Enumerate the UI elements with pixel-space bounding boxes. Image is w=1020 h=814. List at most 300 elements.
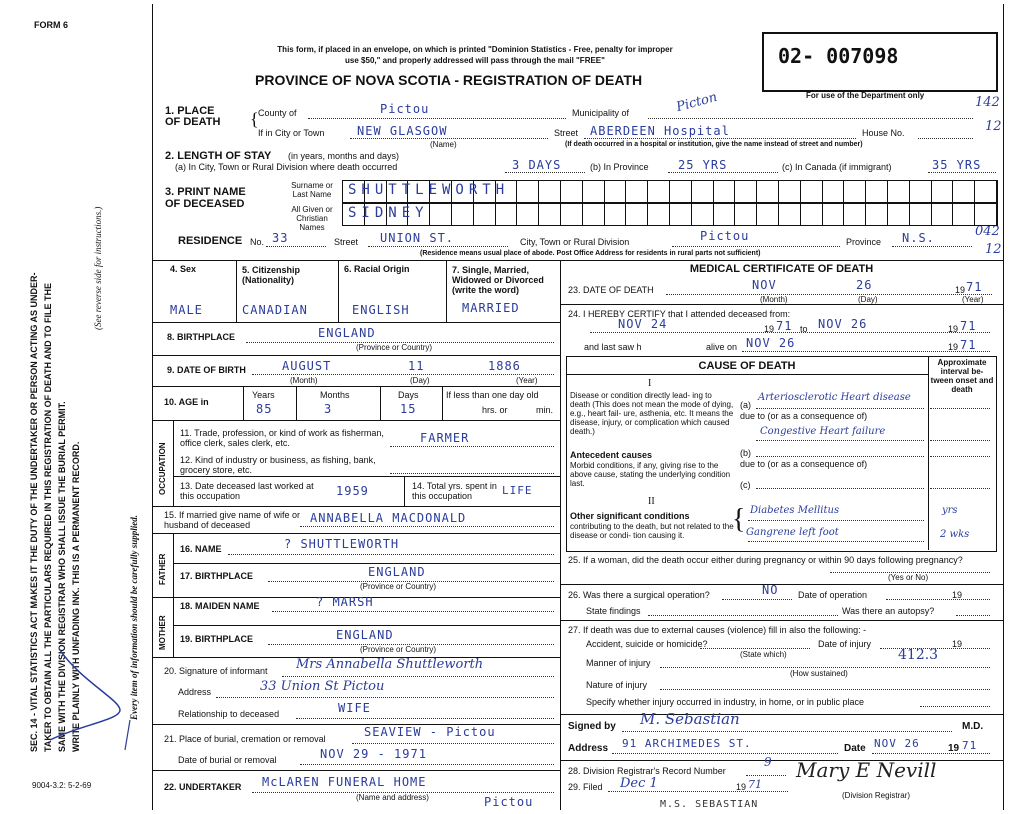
letter-cell <box>975 204 997 225</box>
line <box>746 775 786 776</box>
letter-cell <box>539 204 561 225</box>
line <box>660 689 990 690</box>
divider <box>560 584 1003 585</box>
label: 19 <box>952 590 963 600</box>
physician-signature: M. Sebastian <box>640 710 740 728</box>
residence-province-line <box>892 246 972 247</box>
physician-address: 91 ARCHIMEDES ST. <box>622 737 752 750</box>
letter-cell <box>975 181 997 202</box>
father-name-line <box>228 554 554 555</box>
residence-street-label: Street <box>334 237 359 247</box>
letter-cell <box>605 181 627 202</box>
line <box>756 440 924 441</box>
father-birthplace-label: 17. BIRTHPLACE <box>180 571 254 581</box>
letter-cell <box>735 181 757 202</box>
margin-pen-mark <box>40 640 150 760</box>
line <box>622 731 952 732</box>
divider <box>152 770 560 771</box>
divider <box>152 724 560 725</box>
label: 19 <box>948 324 959 334</box>
form-title: PROVINCE OF NOVA SCOTIA - REGISTRATION OF DEATH <box>255 72 643 88</box>
letter-cell <box>735 204 757 225</box>
informant-signature-label: 20. Signature of informant <box>164 666 268 676</box>
letter-cell <box>583 204 605 225</box>
label: 19 <box>948 342 959 352</box>
cause-a-value: Arteriosclerotic Heart disease <box>758 392 911 403</box>
alive-on-year: 71 <box>960 338 977 352</box>
label: (c) <box>740 480 751 490</box>
center-divider <box>560 260 561 714</box>
stay-city-label: (a) In City, Town or Rural Division where death occurred <box>175 162 398 172</box>
filed-year: 71 <box>748 778 762 791</box>
mother-birthplace-value: ENGLAND <box>336 628 394 642</box>
physician-printed-name: M.S. SEBASTIAN <box>660 799 759 810</box>
age-months-value: 3 <box>324 402 333 416</box>
sign-year: 71 <box>962 739 978 752</box>
letter-cell <box>517 204 539 225</box>
residence-street-value: UNION ST. <box>380 231 455 245</box>
letter-cell <box>539 181 561 202</box>
letter-cell <box>430 204 452 225</box>
stay-city-value: 3 DAYS <box>512 158 562 172</box>
line <box>756 408 924 409</box>
burial-place-value: SEAVIEW - Pictou <box>364 725 496 739</box>
letter-cell <box>757 204 779 225</box>
attendance-to-year: 71 <box>960 319 977 333</box>
section-i-label: I <box>648 378 652 389</box>
dob-year: 1886 <box>488 359 521 373</box>
antecedent-note: Morbid conditions, if any, giving rise to the above cause, stating the underlying condition last. <box>570 461 731 488</box>
divider <box>338 260 339 322</box>
left-border <box>152 4 153 810</box>
other-conditions-note: contributing to the death, but not related to the disease or condi- tion causing it. <box>570 522 734 540</box>
line <box>930 456 990 457</box>
letter-cell <box>888 181 910 202</box>
age-years-label: Years <box>252 390 275 400</box>
stay-canada-label: (c) In Canada (if immigrant) <box>782 162 892 172</box>
city-value: NEW GLASGOW <box>357 124 448 138</box>
form-number: FORM 6 <box>34 20 69 30</box>
registrar-signature: Mary E Nevill <box>796 758 937 782</box>
undertaker-value: McLAREN FUNERAL HOME <box>262 775 427 789</box>
letter-cell <box>779 181 801 202</box>
dob-day: 11 <box>408 359 425 373</box>
residence-street-line <box>368 246 508 247</box>
state-findings-label: State findings <box>586 606 641 616</box>
line <box>920 706 990 707</box>
street-value: ABERDEEN Hospital <box>590 124 730 138</box>
letter-cell <box>496 204 518 225</box>
antecedent-label: Antecedent causes <box>570 450 653 460</box>
given-name-value: SIDNEY <box>348 205 429 221</box>
registrar-label: (Division Registrar) <box>842 791 911 800</box>
marital-status-label: 7. Single, Married, Widowed or Divorced (write the word) <box>452 265 544 295</box>
length-of-stay-note: (in years, months and days) <box>288 151 400 161</box>
letter-cell <box>714 181 736 202</box>
residence-city-label: City, Town or Rural Division <box>520 237 630 247</box>
residence-city-value: Pictou <box>700 229 750 243</box>
letter-cell <box>953 204 975 225</box>
side-supplied-note: Every item of information should be carefully supplied. <box>129 515 139 720</box>
attendance-label: 24. I HEREBY CERTIFY that I attended deceased from: <box>568 309 791 319</box>
dob-label: 9. DATE OF BIRTH <box>167 365 246 375</box>
industry-line <box>390 473 554 474</box>
undertaker-label: 22. UNDERTAKER <box>164 782 242 792</box>
stay-canada-line <box>928 172 996 173</box>
how-sustained-note: (How sustained) <box>790 669 848 678</box>
main-divider <box>152 260 1003 261</box>
residence-city-line <box>672 246 840 247</box>
accident-label: Accident, suicide or homicide? <box>586 639 708 649</box>
sex-value: MALE <box>170 303 203 317</box>
cause-b-due-to: due to (or as a consequence of) <box>740 459 868 469</box>
divider <box>152 355 560 356</box>
relationship-line <box>296 718 554 719</box>
line <box>930 440 990 441</box>
deceased-name-label: 3. PRINT NAME OF DECEASED <box>165 186 246 210</box>
hospital-note: (If death occurred in a hospital or institution, give the name instead of street and number) <box>565 141 863 148</box>
label: 19 <box>736 782 747 792</box>
dept-code-3: 042 <box>975 224 1000 239</box>
spouse-label: 15. If married give name of wife or husband of deceased <box>164 510 301 530</box>
other-condition-1: Diabetes Mellitus <box>750 505 840 516</box>
letter-cell <box>626 204 648 225</box>
mother-birthplace-label: 19. BIRTHPLACE <box>180 634 254 644</box>
label: 19 <box>948 743 960 754</box>
signed-by-label: Signed by <box>568 721 616 732</box>
stay-province-value: 25 YRS <box>678 158 728 172</box>
letter-cell <box>561 181 583 202</box>
manner-code: 412.3 <box>898 647 939 663</box>
father-name-label: 16. NAME <box>180 544 222 554</box>
total-years-value: LIFE <box>502 484 533 497</box>
line <box>648 615 838 616</box>
label: { <box>732 504 746 535</box>
birthplace-value: ENGLAND <box>318 326 376 340</box>
line <box>956 615 990 616</box>
citizenship-value: CANADIAN <box>242 303 308 317</box>
municipality-line <box>648 118 973 119</box>
divider <box>173 625 560 626</box>
letter-cell <box>910 181 932 202</box>
divider <box>152 420 560 421</box>
residence-no-line <box>266 246 326 247</box>
given-names-label: All Given or Christian Names <box>291 205 333 232</box>
date-of-death-year: 71 <box>966 280 983 294</box>
filed-label: 29. Filed <box>568 782 603 792</box>
medical-certificate-header: MEDICAL CERTIFICATE OF DEATH <box>689 263 874 275</box>
divider <box>152 506 560 507</box>
residence-note: (Residence means usual place of abode. Post Office Address for residents in rural parts not sufficient) <box>420 250 761 257</box>
divider <box>243 386 244 420</box>
attendance-to-label: to <box>800 324 808 334</box>
letter-cell <box>844 181 866 202</box>
letter-cell <box>801 204 823 225</box>
dob-day-note: (Day) <box>410 376 430 385</box>
line <box>756 456 924 457</box>
divider <box>173 420 174 506</box>
physician-address-label: Address <box>568 743 609 754</box>
age-lessthan-label: If less than one day old <box>446 390 539 400</box>
last-saw-label: and last saw h <box>584 342 642 352</box>
father-birthplace-value: ENGLAND <box>368 565 426 579</box>
divider <box>566 374 928 375</box>
burial-date-label: Date of burial or removal <box>178 755 277 765</box>
death-day-note: (Day) <box>858 295 878 304</box>
age-years-value: 85 <box>256 402 273 416</box>
date-of-death-year-prefix: 19 <box>955 285 966 295</box>
divider <box>236 260 237 322</box>
letter-cell <box>670 204 692 225</box>
letter-cell <box>452 204 474 225</box>
letter-cell <box>561 204 583 225</box>
spouse-value: ANNABELLA MACDONALD <box>310 511 467 525</box>
letter-cell <box>779 204 801 225</box>
letter-cell <box>517 181 539 202</box>
letter-cell <box>474 204 496 225</box>
total-years-label: 14. Total yrs. spent in this occupation <box>412 481 497 501</box>
last-worked-value: 1959 <box>336 484 369 498</box>
line <box>748 541 924 542</box>
municipality-value: Picton <box>674 89 719 116</box>
age-months-label: Months <box>320 390 350 400</box>
date-of-death-label: 23. DATE OF DEATH <box>568 285 654 295</box>
stay-city-line <box>505 172 585 173</box>
line <box>700 648 810 649</box>
letter-cell <box>932 181 954 202</box>
trade-line <box>390 446 554 447</box>
sign-date-label: Date <box>844 743 866 754</box>
undertaker-town: Pictou <box>484 795 534 809</box>
given-name-cells <box>342 203 998 226</box>
dept-code-1: 142 <box>975 95 1000 110</box>
citizenship-label: 5. Citizenship (Nationality) <box>242 265 301 285</box>
divider <box>380 386 381 420</box>
letter-cell <box>888 204 910 225</box>
interval-header: Approximate interval be- tween onset and death <box>930 358 994 394</box>
last-worked-label: 13. Date deceased last worked at this occupation <box>180 481 314 501</box>
envelope-note-1: This form, if placed in an envelope, on which is printed "Dominion Statistics - Free, penalty for improper <box>277 45 673 54</box>
date-of-death-day: 26 <box>856 278 873 292</box>
divider <box>404 476 405 506</box>
trade-label: 11. Trade, profession, or kind of work as fisherman, office clerk, sales clerk, etc. <box>180 428 384 448</box>
stay-province-label: (b) In Province <box>590 162 649 172</box>
letter-cell <box>692 181 714 202</box>
burial-place-label: 21. Place of burial, cremation or removal <box>164 734 326 744</box>
street-line <box>584 138 856 139</box>
county-value: Pictou <box>380 102 430 116</box>
residence-no-value: 33 <box>272 231 289 245</box>
divider <box>296 386 297 420</box>
burial-date-line <box>300 764 554 765</box>
letter-cell <box>801 181 823 202</box>
letter-cell <box>583 181 605 202</box>
residence-label: RESIDENCE <box>178 235 243 247</box>
stay-province-line <box>668 172 778 173</box>
place-of-death-label: 1. PLACE OF DEATH <box>165 105 221 128</box>
envelope-note-2: use $50," and properly addressed will pass through the mail "FREE" <box>345 56 605 65</box>
letter-cell <box>605 204 627 225</box>
racial-origin-value: ENGLISH <box>352 303 410 317</box>
pregnancy-question: 25. If a woman, did the death occur either during pregnancy or within 90 days following pregnancy? <box>568 555 963 565</box>
department-use-label: For use of the Department only <box>806 91 925 100</box>
father-birthplace-note: (Province or Country) <box>360 582 437 591</box>
other-condition-1-interval: yrs <box>942 505 958 516</box>
cause-a2-value: Congestive Heart failure <box>760 426 886 437</box>
sign-date: NOV 26 <box>874 737 920 750</box>
residence-no-label: No. <box>250 237 265 247</box>
informant-address-label: Address <box>178 687 212 697</box>
informant-signature: Mrs Annabella Shuttleworth <box>296 657 484 672</box>
informant-signature-line <box>282 676 554 677</box>
spouse-line <box>300 526 554 527</box>
label: (a) <box>740 400 751 410</box>
injury-date-label: Date of injury <box>818 639 872 649</box>
section-ii-label: II <box>648 496 655 507</box>
label: (b) <box>740 448 751 458</box>
attendance-to: NOV 26 <box>818 317 868 331</box>
surname-value: SHUTTLEWORTH <box>348 182 510 198</box>
occupation-side-label: OCCUPATION <box>158 442 167 495</box>
letter-cell <box>866 181 888 202</box>
record-number-label: 28. Division Registrar's Record Number <box>568 766 726 776</box>
death-year-note: (Year) <box>962 295 984 304</box>
street-label: Street <box>554 128 579 138</box>
alive-on-value: NOV 26 <box>746 336 796 350</box>
date-of-death-month: NOV <box>752 278 777 292</box>
divider <box>152 386 560 387</box>
line <box>930 488 990 489</box>
burial-date-value: NOV 29 - 1971 <box>320 747 427 761</box>
surname-label: Surname or Last Name <box>291 181 333 199</box>
informant-address-line <box>216 697 554 698</box>
house-number-line <box>918 138 973 139</box>
letter-cell <box>866 204 888 225</box>
letter-cell <box>823 181 845 202</box>
divider <box>560 760 1003 761</box>
dob-month-note: (Month) <box>290 376 318 385</box>
other-condition-2-interval: 2 wks <box>940 529 970 540</box>
divider <box>442 386 443 420</box>
footer-code: 9004-3.2: 5-2-69 <box>32 781 92 790</box>
attendance-from: NOV 24 <box>618 317 668 331</box>
dob-year-note: (Year) <box>516 376 538 385</box>
city-line <box>350 138 548 139</box>
letter-cell <box>714 204 736 225</box>
line <box>722 599 792 600</box>
dob-line <box>252 374 554 375</box>
age-label: 10. AGE in <box>164 397 209 407</box>
side-statute-3: SAME WITH THE DIVISION REGISTRAR WHO SHALL ISSUE THE BURIAL PERMIT. <box>57 401 67 752</box>
mother-side-label: MOTHER <box>158 615 167 650</box>
divider <box>560 304 1003 305</box>
yes-no-note: (Yes or No) <box>888 573 929 582</box>
specify-label: Specify whether injury occurred in industry, in home, or in public place <box>586 697 864 707</box>
trade-value: FARMER <box>420 431 470 445</box>
line <box>660 667 990 668</box>
divider <box>173 533 174 597</box>
age-days-label: Days <box>398 390 419 400</box>
letter-cell <box>910 204 932 225</box>
divider <box>173 563 560 564</box>
mother-maiden-value: ? MARSH <box>316 595 374 609</box>
sex-label: 4. Sex <box>170 264 197 274</box>
cause-of-death-header: CAUSE OF DEATH <box>698 360 796 372</box>
burial-place-line <box>352 743 554 744</box>
house-number-label: House No. <box>862 128 905 138</box>
cause-a-due-to: due to (or as a consequence of) <box>740 411 868 421</box>
relationship-label: Relationship to deceased <box>178 709 280 719</box>
letter-cell <box>844 204 866 225</box>
attendance-from-year: 71 <box>776 319 793 333</box>
line <box>930 408 990 409</box>
disease-label: Disease or condition directly lead- ing to death (This does not mean the mode of dying, e.g., heart fail- ure, asthenia, etc. It means the disease, injury, or complication which caused death.) <box>570 391 734 436</box>
dept-code-4: 12 <box>985 242 1002 257</box>
undertaker-note: (Name and address) <box>356 793 429 802</box>
dept-code-2: 12 <box>985 119 1002 134</box>
letter-cell <box>648 181 670 202</box>
letter-cell <box>692 204 714 225</box>
stay-canada-value: 35 YRS <box>932 158 982 172</box>
length-of-stay-label: 2. LENGTH OF STAY <box>165 150 272 162</box>
dob-month: AUGUST <box>282 359 332 373</box>
other-condition-2: Gangrene left foot <box>746 527 839 538</box>
letter-cell <box>757 181 779 202</box>
father-name-value: ? SHUTTLEWORTH <box>284 537 400 551</box>
record-number: 9 <box>764 755 772 769</box>
city-label: If in City or Town <box>258 128 325 138</box>
municipality-label: Municipality of <box>572 108 630 118</box>
side-statute-2: TAKER TO OBTAIN ALL THE PARTICULARS REQUIRED IN THIS REGISTRATION OF DEATH AND TO FILE THE <box>43 283 53 752</box>
label: 19 <box>764 324 775 334</box>
divider <box>173 597 174 657</box>
age-days-value: 15 <box>400 402 417 416</box>
right-border <box>1003 4 1004 810</box>
age-min-label: min. <box>536 405 554 415</box>
informant-address: 33 Union St Pictou <box>260 679 385 694</box>
nature-label: Nature of injury <box>586 680 648 690</box>
surgical-label: 26. Was there a surgical operation? <box>568 590 710 600</box>
mother-maiden-label: 18. MAIDEN NAME <box>180 601 260 611</box>
death-month-note: (Month) <box>760 295 788 304</box>
line <box>612 753 838 754</box>
city-name-note: (Name) <box>430 140 457 149</box>
divider <box>560 620 1003 621</box>
letter-cell <box>670 181 692 202</box>
industry-label: 12. Kind of industry or business, as fishing, bank, grocery store, etc. <box>180 455 376 475</box>
divider <box>560 714 1003 715</box>
line <box>608 791 788 792</box>
residence-province-value: N.S. <box>902 231 935 245</box>
side-reverse-note: (See reverse side for instructions.) <box>93 206 103 330</box>
line <box>748 520 924 521</box>
mother-maiden-line <box>272 611 554 612</box>
letter-cell <box>626 181 648 202</box>
divider <box>173 476 560 477</box>
line <box>886 599 990 600</box>
birthplace-label: 8. BIRTHPLACE <box>167 332 236 342</box>
label: 19 <box>952 639 963 649</box>
manner-label: Manner of injury <box>586 658 651 668</box>
birthplace-note: (Province or Country) <box>356 343 433 352</box>
letter-cell <box>648 204 670 225</box>
other-conditions-label: Other significant conditions <box>570 511 690 521</box>
divider <box>152 322 560 323</box>
racial-origin-label: 6. Racial Origin <box>344 264 410 274</box>
place-brace: { <box>250 109 259 129</box>
md-label: M.D. <box>962 721 984 732</box>
relationship-value: WIFE <box>338 701 371 715</box>
